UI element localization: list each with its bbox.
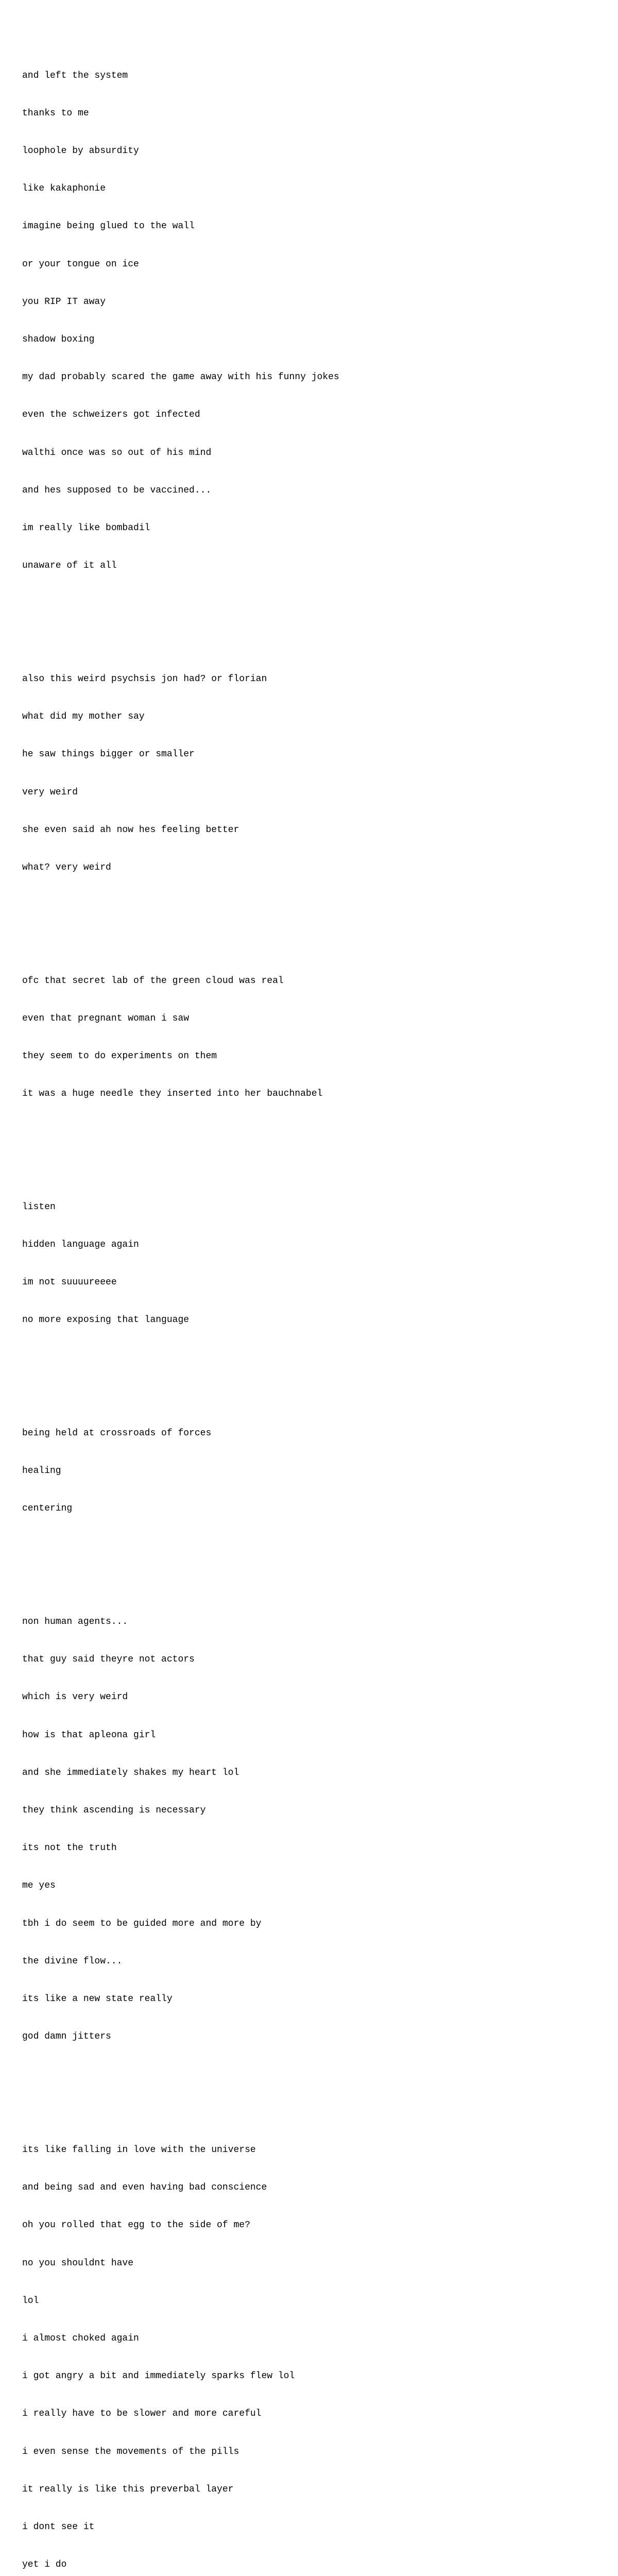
text-line: tbh i do seem to be guided more and more by [22,1918,262,1929]
text-line: i even sense the movements of the pills [22,2446,239,2457]
text-line: being held at crossroads of forces [22,1428,212,1438]
text-line: my dad probably scared the game away with his funny jokes [22,372,339,383]
text-line: also this weird psychsis jon had? or florian [22,673,267,684]
text-line: im not suuuureeee [22,1277,117,1288]
text-line: its not the truth [22,1843,117,1854]
text-line: and left the system [22,70,128,81]
text-line: its like a new state really [22,1994,173,2005]
text-line: walthi once was so out of his mind [22,447,212,458]
text-line: loophole by absurdity [22,146,139,157]
text-line: hidden language again [22,1239,139,1250]
text-line: or your tongue on ice [22,259,139,269]
text-line: it was a huge needle they inserted into her bauchnabel [22,1089,323,1099]
stanza-3 [22,950,604,1126]
stanza-1 [22,44,604,598]
text-line: and being sad and even having bad conscience [22,2182,267,2193]
text-line: she even said ah now hes feeling better [22,824,239,835]
document-text [22,19,604,2576]
text-line: im really like bombadil [22,523,150,534]
text-line: lol [22,2295,39,2306]
text-line: that guy said theyre not actors [22,1654,195,1665]
text-line: shadow boxing [22,334,95,345]
text-line: i dont see it [22,2521,95,2532]
text-line: he saw things bigger or smaller [22,749,195,760]
text-line: yet i do [22,2560,67,2570]
text-line: which is very weird [22,1692,128,1703]
text-line: it really is like this preverbal layer [22,2484,234,2495]
text-line: god damn jitters [22,2031,111,2042]
text-line: listen [22,1201,56,1212]
text-line: i got angry a bit and immediately sparks flew lol [22,2371,295,2382]
text-line: oh you rolled that egg to the side of me? [22,2220,250,2231]
stanza-7 [22,2119,604,2576]
text-line: the divine flow... [22,1956,123,1967]
text-line: very weird [22,787,78,798]
text-line: unaware of it all [22,561,117,571]
stanza-5 [22,1402,604,1540]
text-line: imagine being glued to the wall [22,221,195,232]
text-line: and hes supposed to be vaccined... [22,485,212,496]
stanza-4 [22,1176,604,1352]
text-line: me yes [22,1880,56,1891]
stanza-6 [22,1590,604,2068]
text-line: you RIP IT away [22,296,106,307]
text-line: how is that apleona girl [22,1730,156,1740]
text-line: they think ascending is necessary [22,1805,206,1816]
text-line: its like falling in love with the universe [22,2144,256,2155]
text-line: no you shouldnt have [22,2258,134,2268]
text-line: i almost choked again [22,2333,139,2344]
text-line: even that pregnant woman i saw [22,1013,190,1024]
text-line: they seem to do experiments on them [22,1050,217,1061]
text-line: ofc that secret lab of the green cloud was real [22,975,284,986]
text-line: what? very weird [22,862,111,873]
text-line: even the schweizers got infected [22,410,200,420]
text-line: non human agents... [22,1617,128,1628]
text-line: and she immediately shakes my heart lol [22,1767,239,1778]
text-line: what did my mother say [22,711,145,722]
text-line: thanks to me [22,108,89,118]
text-line: like kakaphonie [22,183,106,194]
text-line: healing [22,1466,61,1477]
text-line: no more exposing that language [22,1315,190,1326]
text-line: centering [22,1503,73,1514]
text-line: i really have to be slower and more careful [22,2409,262,2419]
stanza-2 [22,648,604,899]
